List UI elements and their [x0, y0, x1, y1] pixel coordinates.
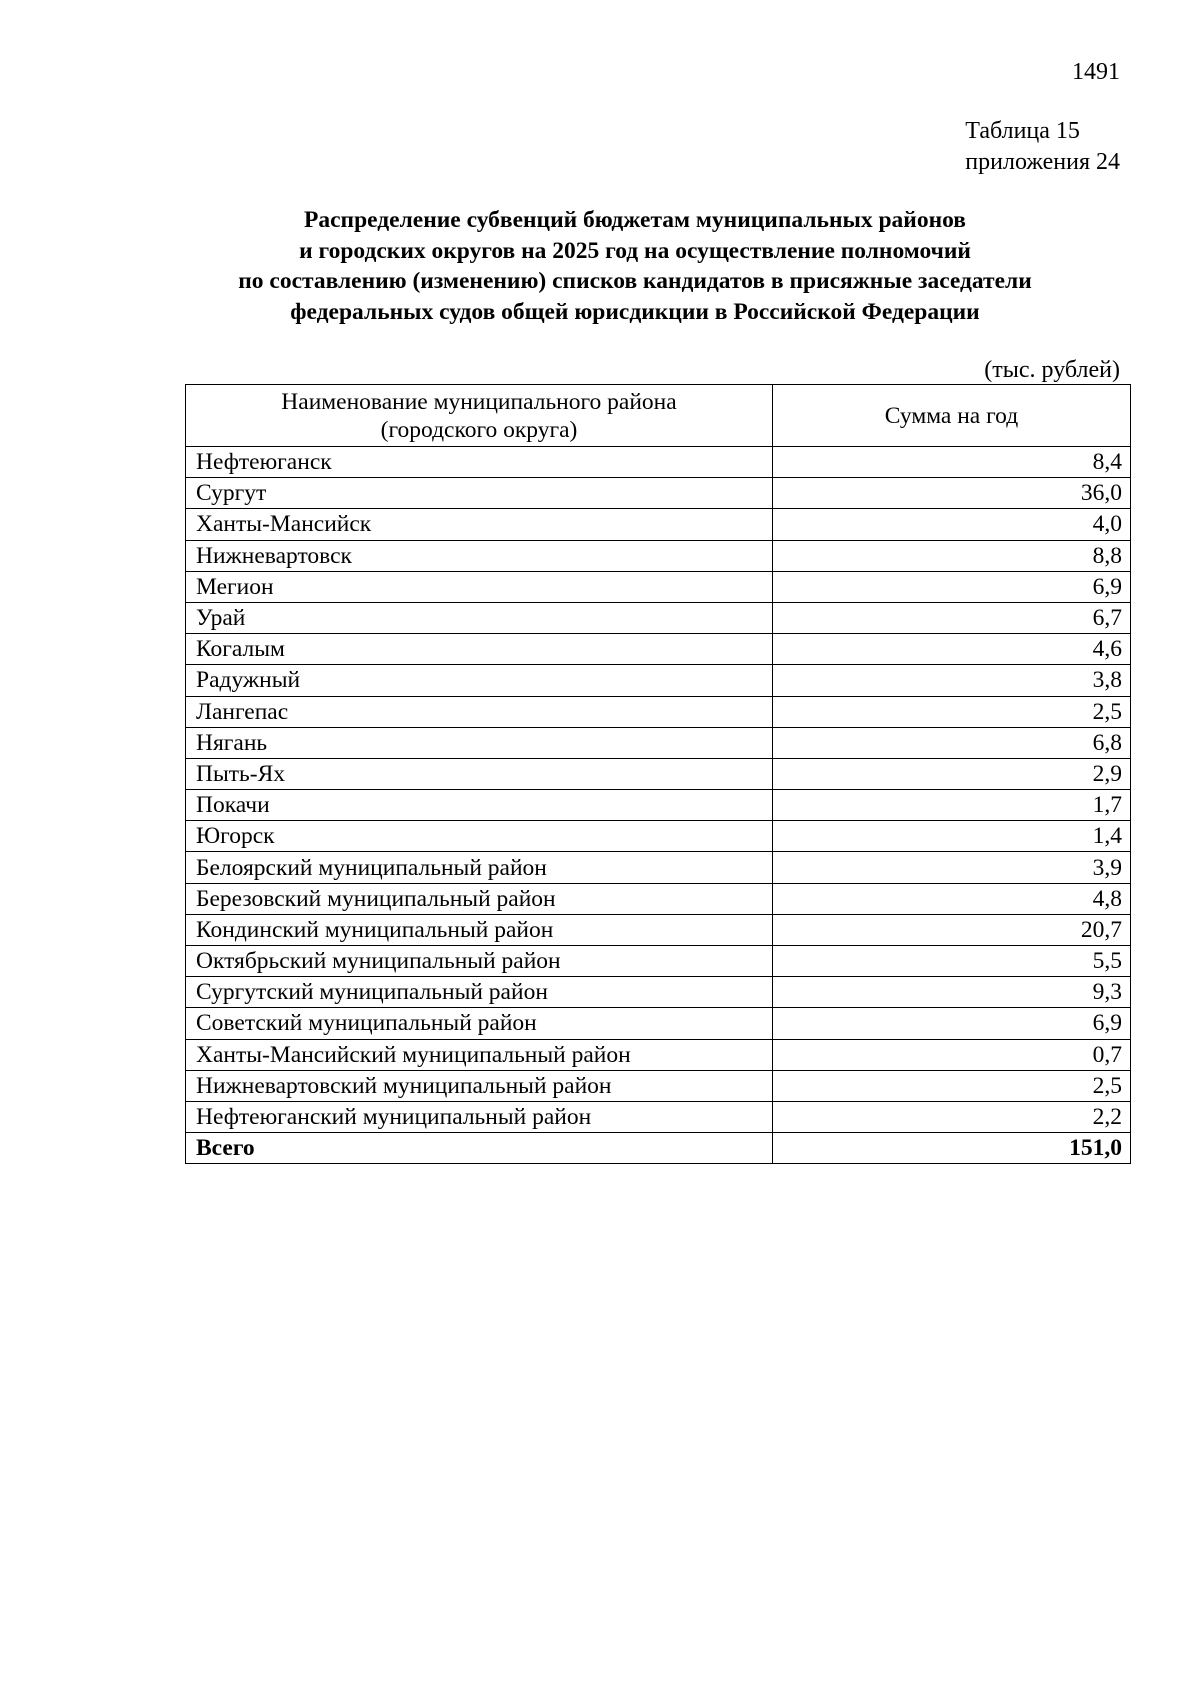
row-name-cell: Сургут	[186, 478, 773, 509]
row-value-cell: 3,9	[773, 852, 1131, 883]
table-row	[186, 946, 1131, 977]
table-caption	[965, 116, 1120, 178]
row-value-cell: 8,4	[773, 447, 1131, 478]
row-value-cell: 2,5	[773, 696, 1131, 727]
table-row	[186, 665, 1131, 696]
table-row	[186, 1039, 1131, 1070]
row-name-cell: Белоярский муниципальный район	[186, 852, 773, 883]
row-name-cell: Ханты-Мансийский муниципальный район	[186, 1039, 773, 1070]
row-name-cell: Нефтеюганск	[186, 447, 773, 478]
table-row	[186, 758, 1131, 789]
table-caption-line: приложения 24	[965, 149, 1120, 175]
row-value-cell: 4,6	[773, 634, 1131, 665]
row-value-cell: 6,7	[773, 602, 1131, 633]
row-value-cell: 20,7	[773, 914, 1131, 945]
row-name-cell: Ханты-Мансийск	[186, 509, 773, 540]
row-value-cell: 2,2	[773, 1101, 1131, 1132]
row-name-cell: Нижневартовск	[186, 540, 773, 571]
row-value-cell: 2,5	[773, 1070, 1131, 1101]
row-value-cell: 6,8	[773, 727, 1131, 758]
row-name-cell: Урай	[186, 602, 773, 633]
row-name-cell: Лангепас	[186, 696, 773, 727]
row-name-cell: Югорск	[186, 821, 773, 852]
document-title-line: по составлению (изменению) списков кандидатов в присяжные заседатели	[238, 268, 1032, 294]
row-value-cell: 5,5	[773, 946, 1131, 977]
table-row	[186, 790, 1131, 821]
row-value-cell: 4,8	[773, 883, 1131, 914]
table-row	[186, 696, 1131, 727]
row-value-cell: 9,3	[773, 977, 1131, 1008]
table-row	[186, 571, 1131, 602]
row-value-cell: 6,9	[773, 1008, 1131, 1039]
row-name-cell: Пыть-Ях	[186, 758, 773, 789]
row-name-cell: Нефтеюганский муниципальный район	[186, 1101, 773, 1132]
row-name-cell: Нижневартовский муниципальный район	[186, 1070, 773, 1101]
table-row	[186, 977, 1131, 1008]
page-number: 1491	[1072, 59, 1120, 85]
table-body	[186, 447, 1131, 1164]
column-header-value: Сумма на год	[773, 385, 1131, 447]
row-name-cell: Кондинский муниципальный район	[186, 914, 773, 945]
row-name-cell: Советский муниципальный район	[186, 1008, 773, 1039]
total-name-cell: Всего	[186, 1133, 773, 1164]
row-name-cell: Березовский муниципальный район	[186, 883, 773, 914]
subvention-table	[185, 384, 1131, 1164]
row-value-cell: 4,0	[773, 509, 1131, 540]
table-total-row	[186, 1133, 1131, 1164]
table-row	[186, 821, 1131, 852]
table-row	[186, 447, 1131, 478]
row-name-cell: Октябрьский муниципальный район	[186, 946, 773, 977]
row-name-cell: Сургутский муниципальный район	[186, 977, 773, 1008]
table-row	[186, 852, 1131, 883]
table-row	[186, 914, 1131, 945]
row-value-cell: 6,9	[773, 571, 1131, 602]
table-row	[186, 478, 1131, 509]
table-row	[186, 1070, 1131, 1101]
row-value-cell: 1,4	[773, 821, 1131, 852]
row-name-cell: Нягань	[186, 727, 773, 758]
row-value-cell: 8,8	[773, 540, 1131, 571]
column-header-name-line: (городского округа)	[380, 416, 578, 443]
total-value-cell: 151,0	[773, 1133, 1131, 1164]
table-header-row	[186, 385, 1131, 447]
row-name-cell: Когалым	[186, 634, 773, 665]
document-title-line: федеральных судов общей юрисдикции в Российской Федерации	[290, 298, 980, 325]
table-caption-line: Таблица 15	[965, 118, 1080, 144]
table-row	[186, 1101, 1131, 1132]
units-label: (тыс. рублей)	[984, 357, 1120, 383]
column-header-name	[186, 385, 773, 447]
table-row	[186, 602, 1131, 633]
column-header-name-line: Наименование муниципального района	[281, 388, 677, 415]
row-name-cell: Мегион	[186, 571, 773, 602]
table-row	[186, 540, 1131, 571]
row-value-cell: 2,9	[773, 758, 1131, 789]
document-title-line: и городских округов на 2025 год на осуществление полномочий	[299, 237, 971, 264]
table-row	[186, 727, 1131, 758]
row-value-cell: 1,7	[773, 790, 1131, 821]
row-value-cell: 3,8	[773, 665, 1131, 696]
row-value-cell: 36,0	[773, 478, 1131, 509]
document-title	[185, 205, 1085, 327]
row-value-cell: 0,7	[773, 1039, 1131, 1070]
row-name-cell: Радужный	[186, 665, 773, 696]
table-row	[186, 883, 1131, 914]
table-row	[186, 634, 1131, 665]
table-row	[186, 1008, 1131, 1039]
document-title-line: Распределение субвенций бюджетам муниципальных районов	[304, 207, 966, 233]
row-name-cell: Покачи	[186, 790, 773, 821]
table-row	[186, 509, 1131, 540]
